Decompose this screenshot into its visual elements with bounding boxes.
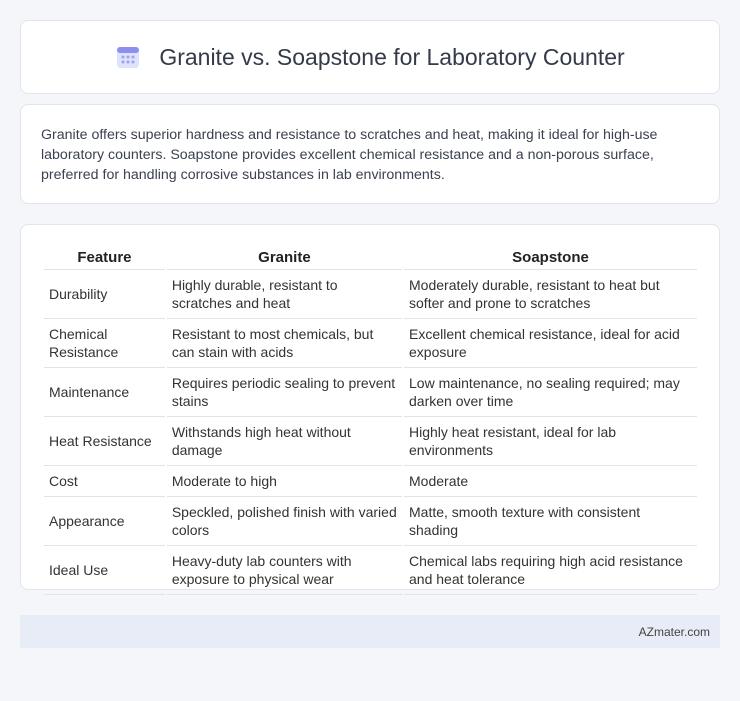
footer-brand-link[interactable]: AZmater.com [638,624,710,639]
table-row [44,497,697,546]
feature-cell: Heat Resistance [44,417,165,466]
soapstone-cell: Low maintenance, no sealing required; may darken over time [404,368,697,417]
calendar-icon [115,44,141,70]
table-row [44,270,697,319]
comparison-table [42,243,699,595]
table-header-row [44,243,697,270]
header-feature: Feature [44,243,165,270]
granite-cell: Heavy-duty lab counters with exposure to physical wear [167,546,402,595]
intro-card [20,104,720,204]
comparison-table-card [20,224,720,590]
feature-cell: Ideal Use [44,546,165,595]
granite-cell: Speckled, polished finish with varied colors [167,497,402,546]
table-row [44,417,697,466]
table-row [44,319,697,368]
soapstone-cell: Highly heat resistant, ideal for lab environments [404,417,697,466]
feature-cell: Chemical Resistance [44,319,165,368]
granite-cell: Highly durable, resistant to scratches and heat [167,270,402,319]
soapstone-cell: Moderate [404,466,697,497]
feature-cell: Maintenance [44,368,165,417]
header-granite: Granite [167,243,402,270]
page-title: Granite vs. Soapstone for Laboratory Counter [159,43,625,70]
granite-cell: Requires periodic sealing to prevent stains [167,368,402,417]
soapstone-cell: Moderately durable, resistant to heat but softer and prone to scratches [404,270,697,319]
soapstone-cell: Matte, smooth texture with consistent shading [404,497,697,546]
soapstone-cell: Excellent chemical resistance, ideal for acid exposure [404,319,697,368]
feature-cell: Appearance [44,497,165,546]
granite-cell: Moderate to high [167,466,402,497]
table-row [44,546,697,595]
feature-cell: Cost [44,466,165,497]
footer [20,615,720,648]
table-row [44,368,697,417]
granite-cell: Withstands high heat without damage [167,417,402,466]
intro-text: Granite offers superior hardness and resistance to scratches and heat, making it ideal for high-use laboratory counters. Soapstone provides excellent chemical resistance and a non-porous surface, preferred for handling corrosive substances in lab environments. [41,127,658,183]
feature-cell: Durability [44,270,165,319]
title-card [20,20,720,94]
soapstone-cell: Chemical labs requiring high acid resistance and heat tolerance [404,546,697,595]
table-row [44,466,697,497]
header-soapstone: Soapstone [404,243,697,270]
granite-cell: Resistant to most chemicals, but can stain with acids [167,319,402,368]
